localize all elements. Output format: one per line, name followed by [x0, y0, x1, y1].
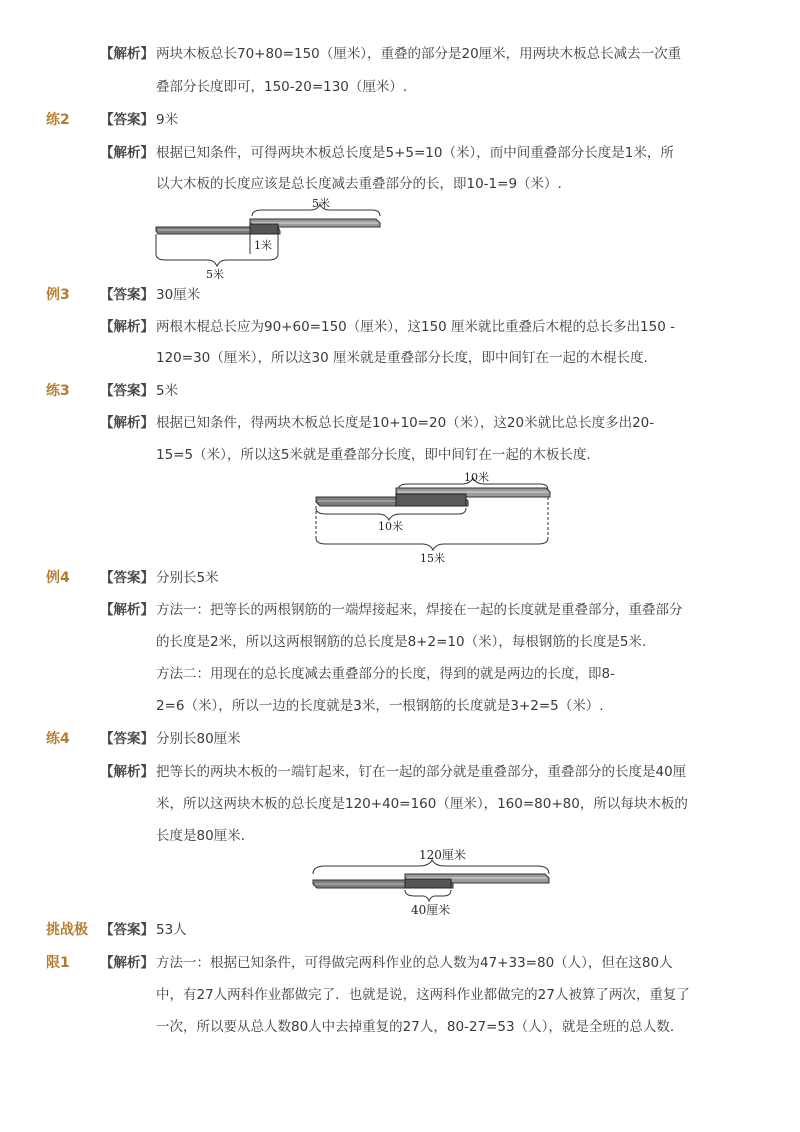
brace-mid	[316, 508, 466, 520]
top-length-label: 10米	[464, 471, 489, 484]
analysis-line: 120=30（厘米），所以这30 厘米就是重叠部分长度，即中间钉在一起的木棍长度.	[156, 350, 648, 366]
bottom-length-label: 15米	[420, 552, 445, 564]
overlap-region	[405, 879, 451, 888]
analysis-tag: 【解析】	[100, 46, 154, 62]
overlap-region	[396, 494, 466, 506]
problem-label-li4: 例4	[46, 570, 70, 586]
analysis-line: 叠部分长度即可，150-20=130（厘米）.	[156, 79, 408, 95]
analysis-line: 根据已知条件，可得两块木板总长度是5+5=10（米），而中间重叠部分长度是1米，所	[156, 145, 674, 161]
problem-label-li3: 例3	[46, 287, 70, 303]
answer-text: 30厘米	[156, 287, 201, 303]
answer-text: 分别长80厘米	[156, 731, 241, 747]
answer-tag: 【答案】	[100, 922, 154, 938]
brace-bottom	[156, 254, 278, 266]
answer-text: 9米	[156, 112, 179, 128]
answer-text: 分别长5米	[156, 570, 219, 586]
top-length-label: 120厘米	[419, 848, 466, 862]
mid-length-label: 10米	[378, 520, 403, 533]
answer-text: 5米	[156, 383, 179, 399]
analysis-line: 把等长的两块木板的一端钉起来，钉在一起的部分就是重叠部分，重叠部分的长度是40厘	[156, 764, 687, 780]
analysis-line: 中，有27人两科作业都做完了．也就是说，这两科作业都做完的27人被算了两次，重复了	[156, 987, 690, 1003]
analysis-line: 以大木板的长度应该是总长度减去重叠部分的长，即10-1=9（米）.	[156, 176, 562, 192]
analysis-line: 根据已知条件，得两块木板总长度是10+10=20（米），这20米就比总长度多出20-	[156, 415, 655, 431]
problem-label-challenge: 挑战极	[46, 922, 88, 938]
overlap-diagram-lian4	[305, 846, 555, 918]
overlap-diagram-lian2	[150, 194, 390, 280]
analysis-line: 一次，所以要从总人数80人中去掉重复的27人，80-27=53（人），就是全班的总人数.	[156, 1019, 675, 1035]
answer-tag: 【答案】	[100, 570, 154, 586]
answer-tag: 【答案】	[100, 287, 154, 303]
answer-tag: 【答案】	[100, 383, 154, 399]
analysis-line: 方法一：把等长的两根钢筋的一端焊接起来，焊接在一起的长度就是重叠部分，重叠部分	[156, 602, 683, 618]
analysis-tag: 【解析】	[100, 415, 154, 431]
analysis-tag: 【解析】	[100, 602, 154, 618]
answer-tag: 【答案】	[100, 112, 154, 128]
analysis-line: 两根木棍总长应为90+60=150（厘米），这150 厘米就比重叠后木棍的总长多出150 -	[156, 319, 675, 335]
analysis-tag: 【解析】	[100, 145, 154, 161]
analysis-line: 2=6（米），所以一边的长度就是3米，一根钢筋的长度就是3+2=5（米）.	[156, 698, 604, 714]
overlap-diagram-lian3	[310, 466, 560, 564]
bottom-length-label: 5米	[206, 268, 224, 280]
analysis-line: 两块木板总长70+80=150（厘米），重叠的部分是20厘米，用两块木板总长减去一次重	[156, 46, 682, 62]
analysis-line: 方法二：用现在的总长度减去重叠部分的长度，得到的就是两边的长度，即8-	[156, 666, 615, 682]
analysis-line: 米，所以这两块木板的总长度是120+40=160（厘米），160=80+80，所以每块木板的	[156, 796, 688, 812]
analysis-tag: 【解析】	[100, 764, 154, 780]
analysis-line: 15=5（米），所以这5米就是重叠部分长度，即中间钉在一起的木板长度.	[156, 447, 591, 463]
analysis-line: 长度是80厘米.	[156, 828, 245, 844]
brace-bottom	[405, 890, 451, 901]
problem-label-lian2: 练2	[46, 112, 70, 128]
overlap-length-label: 1米	[254, 239, 272, 252]
problem-label-lian4: 练4	[46, 731, 70, 747]
brace-top	[313, 860, 549, 874]
brace-bottom	[316, 538, 548, 550]
problem-label-challenge-2: 限1	[46, 955, 70, 971]
analysis-tag: 【解析】	[100, 955, 154, 971]
top-length-label: 5米	[312, 197, 330, 210]
answer-tag: 【答案】	[100, 731, 154, 747]
answer-text: 53人	[156, 922, 187, 938]
bottom-length-label: 40厘米	[411, 903, 451, 917]
overlap-region	[250, 224, 278, 234]
analysis-tag: 【解析】	[100, 319, 154, 335]
problem-label-lian3: 练3	[46, 383, 70, 399]
analysis-line: 方法一：根据已知条件，可得做完两科作业的总人数为47+33=80（人），但在这80人	[156, 955, 673, 971]
analysis-line: 的长度是2米，所以这两根钢筋的总长度是8+2=10（米），每根钢筋的长度是5米.	[156, 634, 647, 650]
